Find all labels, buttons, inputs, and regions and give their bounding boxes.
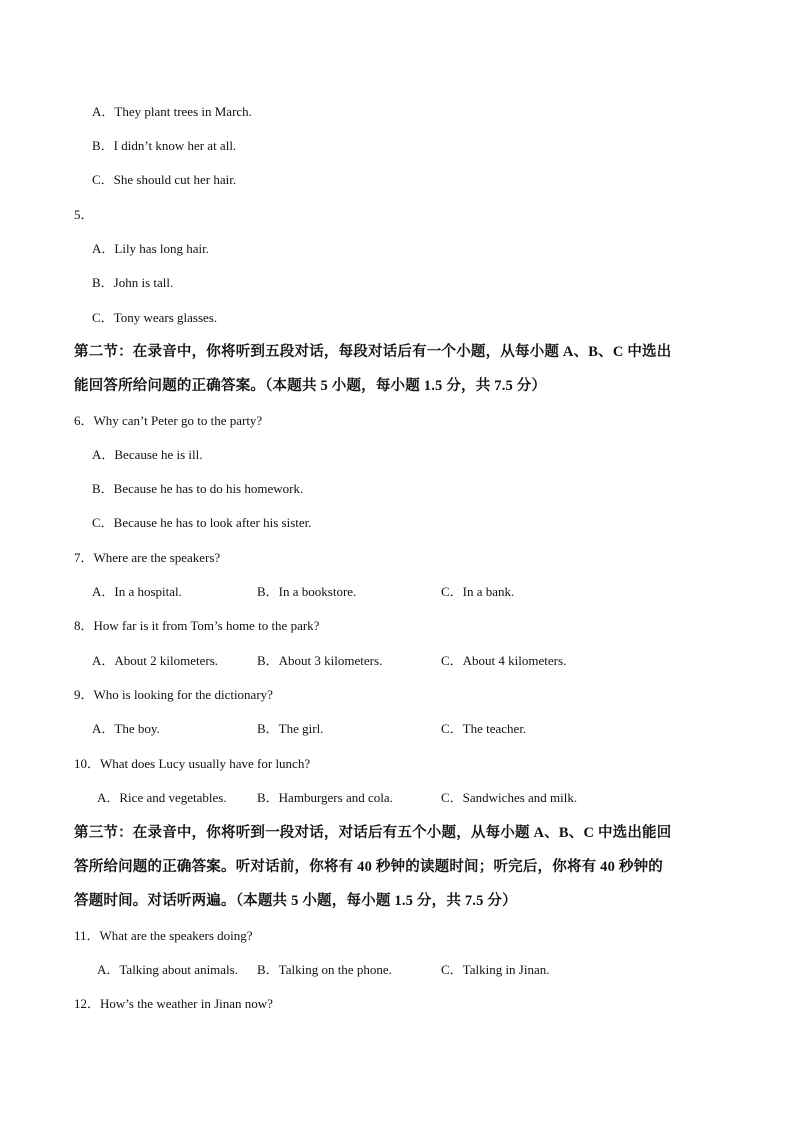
q8-question: 8．How far is it from Tom’s home to the park? [74, 618, 320, 633]
q10-option-b: B．Hamburgers and cola. [257, 790, 393, 805]
q9-option-a: A．The boy. [92, 721, 160, 736]
q11-option-a: A．Talking about animals. [97, 962, 238, 977]
q9-question: 9．Who is looking for the dictionary? [74, 687, 273, 702]
q9-option-b: B．The girl. [257, 721, 324, 736]
q5-option-c: C．Tony wears glasses. [92, 310, 218, 325]
q10-option-c: C．Sandwiches and milk. [441, 790, 578, 805]
section3-heading-line1: 第三节：在录音中，你将听到一段对话，对话后有五个小题，从每小题 A、B、C 中选出能回 [74, 825, 672, 841]
q11-question: 11．What are the speakers doing? [74, 928, 253, 943]
q5-option-a: A．Lily has long hair. [92, 241, 209, 256]
q6-question: 6．Why can’t Peter go to the party? [74, 413, 263, 428]
q6-option-c: C．Because he has to look after his sister. [92, 515, 312, 530]
q4-option-a: A．They plant trees in March. [92, 104, 252, 119]
q8-option-a: A．About 2 kilometers. [92, 653, 219, 668]
q8-option-b: B．About 3 kilometers. [257, 653, 383, 668]
section3-heading-line3: 答题时间。对话听两遍。（本题共 5 小题，每小题 1.5 分，共 7.5 分） [74, 893, 517, 909]
q4-option-c: C．She should cut her hair. [92, 172, 237, 187]
q9-option-c: C．The teacher. [441, 721, 527, 736]
q11-option-c: C．Talking in Jinan. [441, 962, 550, 977]
section2-heading-line1: 第二节：在录音中，你将听到五段对话，每段对话后有一个小题，从每小题 A、B、C 中选出 [74, 344, 672, 360]
q8-option-c: C．About 4 kilometers. [441, 653, 567, 668]
q7-option-b: B．In a bookstore. [257, 584, 357, 599]
q10-question: 10．What does Lucy usually have for lunch? [74, 756, 311, 771]
q5-option-b: B．John is tall. [92, 275, 174, 290]
q11-option-b: B．Talking on the phone. [257, 962, 392, 977]
q7-option-a: A．In a hospital. [92, 584, 182, 599]
q5-number: 5． [74, 207, 94, 222]
q6-option-b: B．Because he has to do his homework. [92, 481, 304, 496]
q10-option-a: A．Rice and vegetables. [97, 790, 227, 805]
q7-option-c: C．In a bank. [441, 584, 515, 599]
q6-option-a: A．Because he is ill. [92, 447, 203, 462]
q12-question: 12．How’s the weather in Jinan now? [74, 996, 273, 1011]
section3-heading-line2: 答所给问题的正确答案。听对话前，你将有 40 秒钟的读题时间；听完后，你将有 40 秒钟的 [74, 859, 663, 875]
q7-question: 7．Where are the speakers? [74, 550, 221, 565]
q4-option-b: B．I didn’t know her at all. [92, 138, 237, 153]
section2-heading-line2: 能回答所给问题的正确答案。（本题共 5 小题，每小题 1.5 分，共 7.5 分） [74, 378, 547, 394]
